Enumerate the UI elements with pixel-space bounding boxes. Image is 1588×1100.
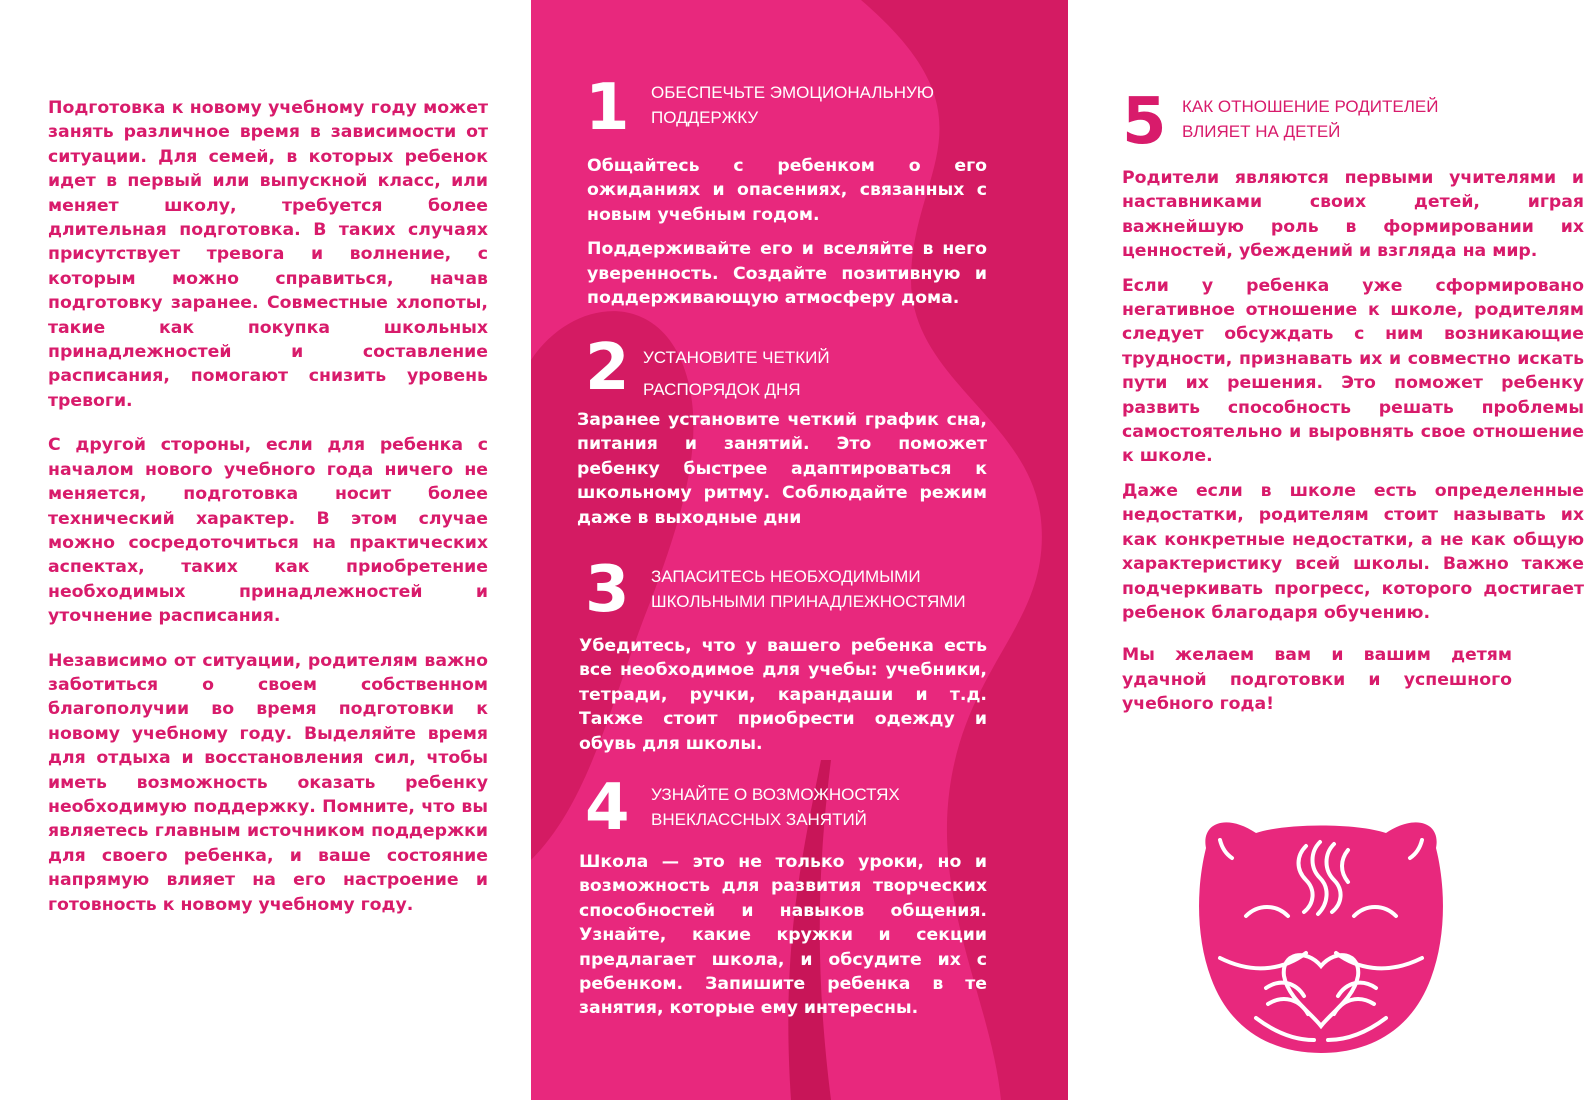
section-number-5: 5 — [1122, 85, 1167, 159]
section-number-2: 2 — [585, 331, 630, 405]
section-heading-1: ОБЕСПЕЧЬТЕ ЭМОЦИОНАЛЬНУЮ ПОДДЕРЖКУ — [651, 83, 934, 127]
right-paragraph-2: Если у ребенка уже сформировано негативное отношение к школе, родителям следует обсуждать с ним возникающие трудности, признавать их и совместно искать пути их решения. Это поможет ребенку развить способность решать проблемы самостоятельно и выровнять свое отношение к школе. — [1122, 275, 1584, 467]
section-2-paragraph-1: Заранее установите четкий график сна, питания и занятий. Это поможет ребенку быстрее адаптироваться к школьному ритму. Соблюдайте режим даже в выходные дни — [577, 410, 987, 528]
section-5-header — [1122, 85, 1560, 166]
right-column — [1122, 85, 1584, 737]
section-number-1: 1 — [585, 71, 630, 145]
section-4-paragraph-1: Школа — это не только уроки, но и возможность для развития творческих способностей и навыков общения. Узнайте, какие кружки и секции предлагает школа, и обсудите их с ребенком. Запишите ребенка в те занятия, которые ему интересны. — [579, 852, 987, 1019]
section-number-4: 4 — [585, 771, 630, 845]
section-1-paragraph-1: Общайтесь с ребенком о его ожиданиях и опасениях, связанных с новым учебным годом. — [587, 156, 987, 225]
section-heading-4: УЗНАЙТЕ О ВОЗМОЖНОСТЯХ ВНЕКЛАССНЫХ ЗАНЯТИЙ — [651, 785, 900, 829]
right-paragraph-3: Даже если в школе есть определенные недостатки, родителям стоит называть их как конкретные недостатки, а не как общую характеристику всей школы. Важно также подчеркивать прогресс, которого достигает ребенок благодаря обучению. — [1122, 480, 1584, 623]
section-1-paragraph-2: Поддерживайте его и вселяйте в него уверенность. Создайте позитивную и поддерживающую атмосферу дома. — [587, 239, 987, 309]
middle-panel — [531, 0, 1068, 1100]
left-paragraph-1: Подготовка к новому учебному году может занять различное время в зависимости от ситуации. Для семей, в которых ребенок идет в первый или выпускной класс, или меняет школу, требуется более длительная подготовка. В таких случаях присутствует тревога и волнение, с которым можно справиться, начав подготовку заранее. Совместные хлопоты, такие как покупка школьных принадлежностей и составление расписания, помогают снизить уровень тревоги. — [48, 98, 488, 411]
section-number-3: 3 — [585, 553, 630, 627]
section-heading-5: КАК ОТНОШЕНИЕ РОДИТЕЛЕЙ ВЛИЯЕТ НА ДЕТЕЙ — [1182, 97, 1439, 141]
right-paragraph-4: Мы желаем вам и вашим детям удачной подготовки и успешного учебного года! — [1122, 645, 1512, 715]
section-heading-2: УСТАНОВИТЕ ЧЕТКИЙ РАСПОРЯДОК ДНЯ — [643, 348, 830, 399]
section-3-paragraph-1: Убедитесь, что у вашего ребенка есть все необходимое для учебы: учебники, тетради, ручки, карандаши и т.д. Также стоит приобрести одежду и обувь для школы. — [579, 636, 987, 754]
left-paragraph-3: Независимо от ситуации, родителям важно заботиться о своем собственном благополучии во время подготовки к новому учебному году. Выделяйте время для отдыха и восстановления сил, чтобы иметь возможность оказать ребенку необходимую поддержку. Помните, что вы являетесь главным источником поддержки для своего ребенка, и ваше состояние напрямую влияет на его настроение и готовность к новому учебному году. — [48, 650, 488, 915]
section-4 — [531, 0, 1068, 1040]
left-paragraph-2: С другой стороны, если для ребенка с началом нового учебного года ничего не меняется, подготовка носит более технический характер. В этом случае можно сосредоточиться на практических аспектах, таких как приобретение необходимых принадлежностей и уточнение расписания. — [48, 435, 488, 627]
right-paragraph-1: Родители являются первыми учителями и наставниками своих детей, играя важнейшую роль в формировании их ценностей, убеждений и взгляда на мир. — [1122, 168, 1584, 262]
left-column — [48, 96, 488, 937]
section-heading-3: ЗАПАСИТЕСЬ НЕОБХОДИМЫМИ ШКОЛЬНЫМИ ПРИНАДЛЕЖНОСТЯМИ — [651, 567, 966, 611]
cat-hugging-heart-icon — [1196, 818, 1446, 1058]
